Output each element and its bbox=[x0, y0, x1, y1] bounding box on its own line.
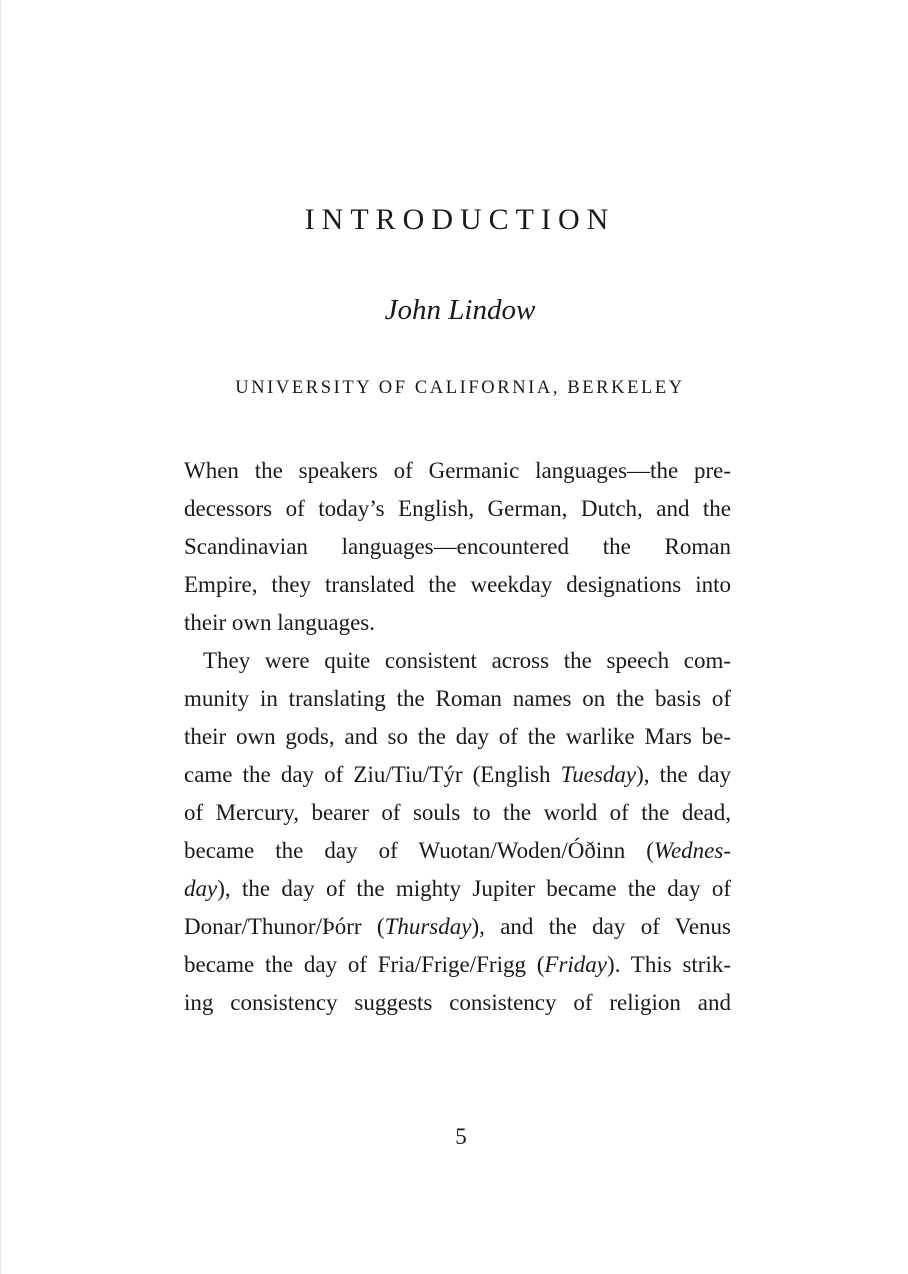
text-line: became the day of Fria/Frige/Frigg (Friday). This strik- bbox=[184, 952, 732, 977]
italic-term: Thursday bbox=[384, 914, 472, 939]
text-line: Empire, they translated the weekday designations into bbox=[184, 572, 731, 597]
page-number: 5 bbox=[455, 1124, 467, 1149]
text-line: They were quite consistent across the speech com- bbox=[203, 648, 731, 673]
text-line: ing consistency suggests consistency of religion and bbox=[184, 990, 731, 1015]
paragraph-2 bbox=[184, 642, 731, 1022]
chapter-title: INTRODUCTION bbox=[304, 203, 616, 236]
text-line: came the day of Ziu/Tiu/Týr (English Tuesday), the day bbox=[184, 762, 732, 787]
text-line: munity in translating the Roman names on the basis of bbox=[184, 686, 731, 711]
text-line: When the speakers of Germanic languages—the pre- bbox=[184, 458, 731, 483]
italic-term: Tuesday bbox=[560, 762, 637, 787]
text-line: became the day of Wuotan/Woden/Óðinn (Wednes- bbox=[184, 838, 731, 863]
text-line: Scandinavian languages—encountered the Roman bbox=[184, 534, 731, 559]
text-line: of Mercury, bearer of souls to the world of the dead, bbox=[184, 800, 731, 825]
text-line: decessors of today’s English, German, Dutch, and the bbox=[184, 496, 731, 521]
italic-term: day bbox=[184, 876, 218, 901]
italic-term: Friday bbox=[544, 952, 608, 977]
text-line: their own gods, and so the day of the warlike Mars be- bbox=[184, 724, 731, 749]
text-line: Donar/Thunor/Þórr (Thursday), and the day of Venus bbox=[184, 914, 731, 939]
author-affiliation: UNIVERSITY OF CALIFORNIA, BERKELEY bbox=[235, 378, 685, 398]
italic-term: Wednes- bbox=[653, 838, 731, 863]
chapter-author: John Lindow bbox=[384, 294, 536, 326]
text-line: their own languages. bbox=[184, 610, 375, 635]
paragraph-1 bbox=[184, 452, 731, 642]
body-text bbox=[184, 452, 731, 1022]
text-line: day), the day of the mighty Jupiter became the day of bbox=[184, 876, 731, 901]
